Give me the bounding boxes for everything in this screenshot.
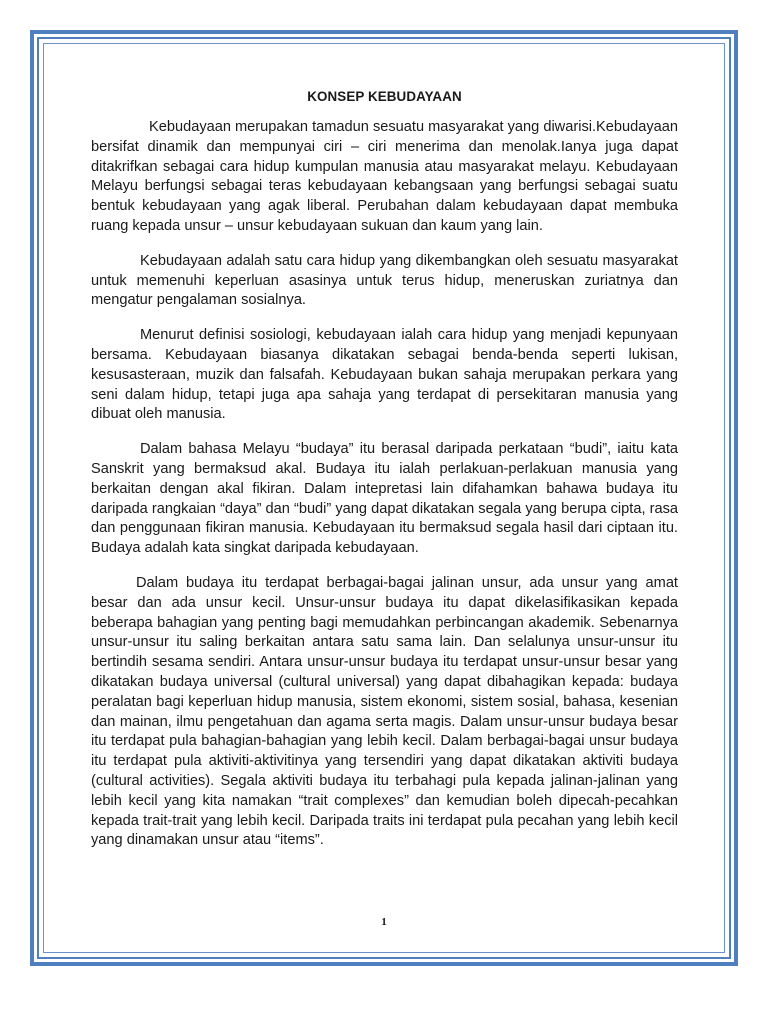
document-body	[91, 88, 678, 866]
paragraph-5: Dalam budaya itu terdapat berbagai-bagai jalinan unsur, ada unsur yang amat besar dan ada unsur kecil. Unsur-unsur budaya itu dapat dikelasifikasikan kepada beberapa bahagian yang penting bagi memudahkan perbincangan akademik. Sebenarnya unsur-unsur itu saling berkaitan antara satu sama lain. Dan selalunya unsur-unsur itu bertindih sesama sendiri. Antara unsur-unsur budaya itu terdapat unsur-unsur besar yang dikatakan budaya universal (cultural universal) yang dapat dibahagikan kepada: budaya peralatan bagi keperluan hidup manusia, sistem ekonomi, sistem sosial, bahasa, kesenian dan mainan, ilmu pengetahuan dan agama serta magis. Dalam unsur-unsur budaya besar itu terdapat pula bahagian-bahagian yang lebih kecil. Dalam berbagai-bagai unsur budaya itu terdapat pula aktiviti-aktivitinya yang tersendiri yang dapat dikatakan aktiviti budaya (cultural activities). Segala aktiviti budaya itu terbahagi pula kepada jalinan-jalinan yang lebih kecil yang kita namakan “trait complexes” dan kemudian boleh dipecah-pecahkan kepada trait-trait yang lebih kecil. Daripada traits ini terdapat pula pecahan yang lebih kecil yang dinamakan unsur atau “items”.	[91, 574, 678, 849]
page-number: 1	[381, 916, 387, 928]
document-title: KONSEP KEBUDAYAAN	[307, 89, 462, 104]
paragraph-1: Kebudayaan merupakan tamadun sesuatu masyarakat yang diwarisi.Kebudayaan bersifat dinamik dan mempunyai ciri – ciri menerima dan menolak.Ianya juga dapat ditakrifkan sebagai cara hidup kumpulan manusia atau masyarakat melayu. Kebudayaan Melayu berfungsi sebagai teras kebudayaan kebangsaan yang berfungsi sebagai suatu bentuk kebudayaan yang agak liberal. Perubahan dalam kebudayaan dapat membuka ruang kepada unsur – unsur kebudayaan sukuan dan kaum yang lain.	[91, 119, 678, 234]
paragraph-3: Menurut definisi sosiologi, kebudayaan ialah cara hidup yang menjadi kepunyaan bersama. Kebudayaan biasanya dikatakan sebagai benda-benda seperti lukisan, kesusasteraan, muzik dan falsafah. Kebudayaan bukan sahaja merupakan perkara yang seni dalam hidup, tetapi juga apa sahaja yang terdapat di persekitaran manusia yang dibuat oleh manusia.	[91, 327, 678, 423]
paragraph-4: Dalam bahasa Melayu “budaya” itu berasal daripada perkataan “budi”, iaitu kata Sanskrit yang bermaksud akal. Budaya itu ialah perlakuan-perlakuan manusia yang berkaitan dengan akal fikiran. Dalam intepretasi lain difahamkan bahawa budaya itu daripada rangkaian “daya” dan “budi” yang dapat dikatakan segala yang berupa cipta, rasa dan penggunaan fikiran manusia. Kebudayaan itu bermaksud segala hasil dari ciptaan itu. Budaya adalah kata singkat daripada kebudayaan.	[91, 441, 678, 557]
paragraph-2: Kebudayaan adalah satu cara hidup yang dikembangkan oleh sesuatu masyarakat untuk memenuhi keperluan asasinya untuk terus hidup, meneruskan zuriatnya dan mengatur pengalaman sosialnya.	[91, 252, 678, 309]
